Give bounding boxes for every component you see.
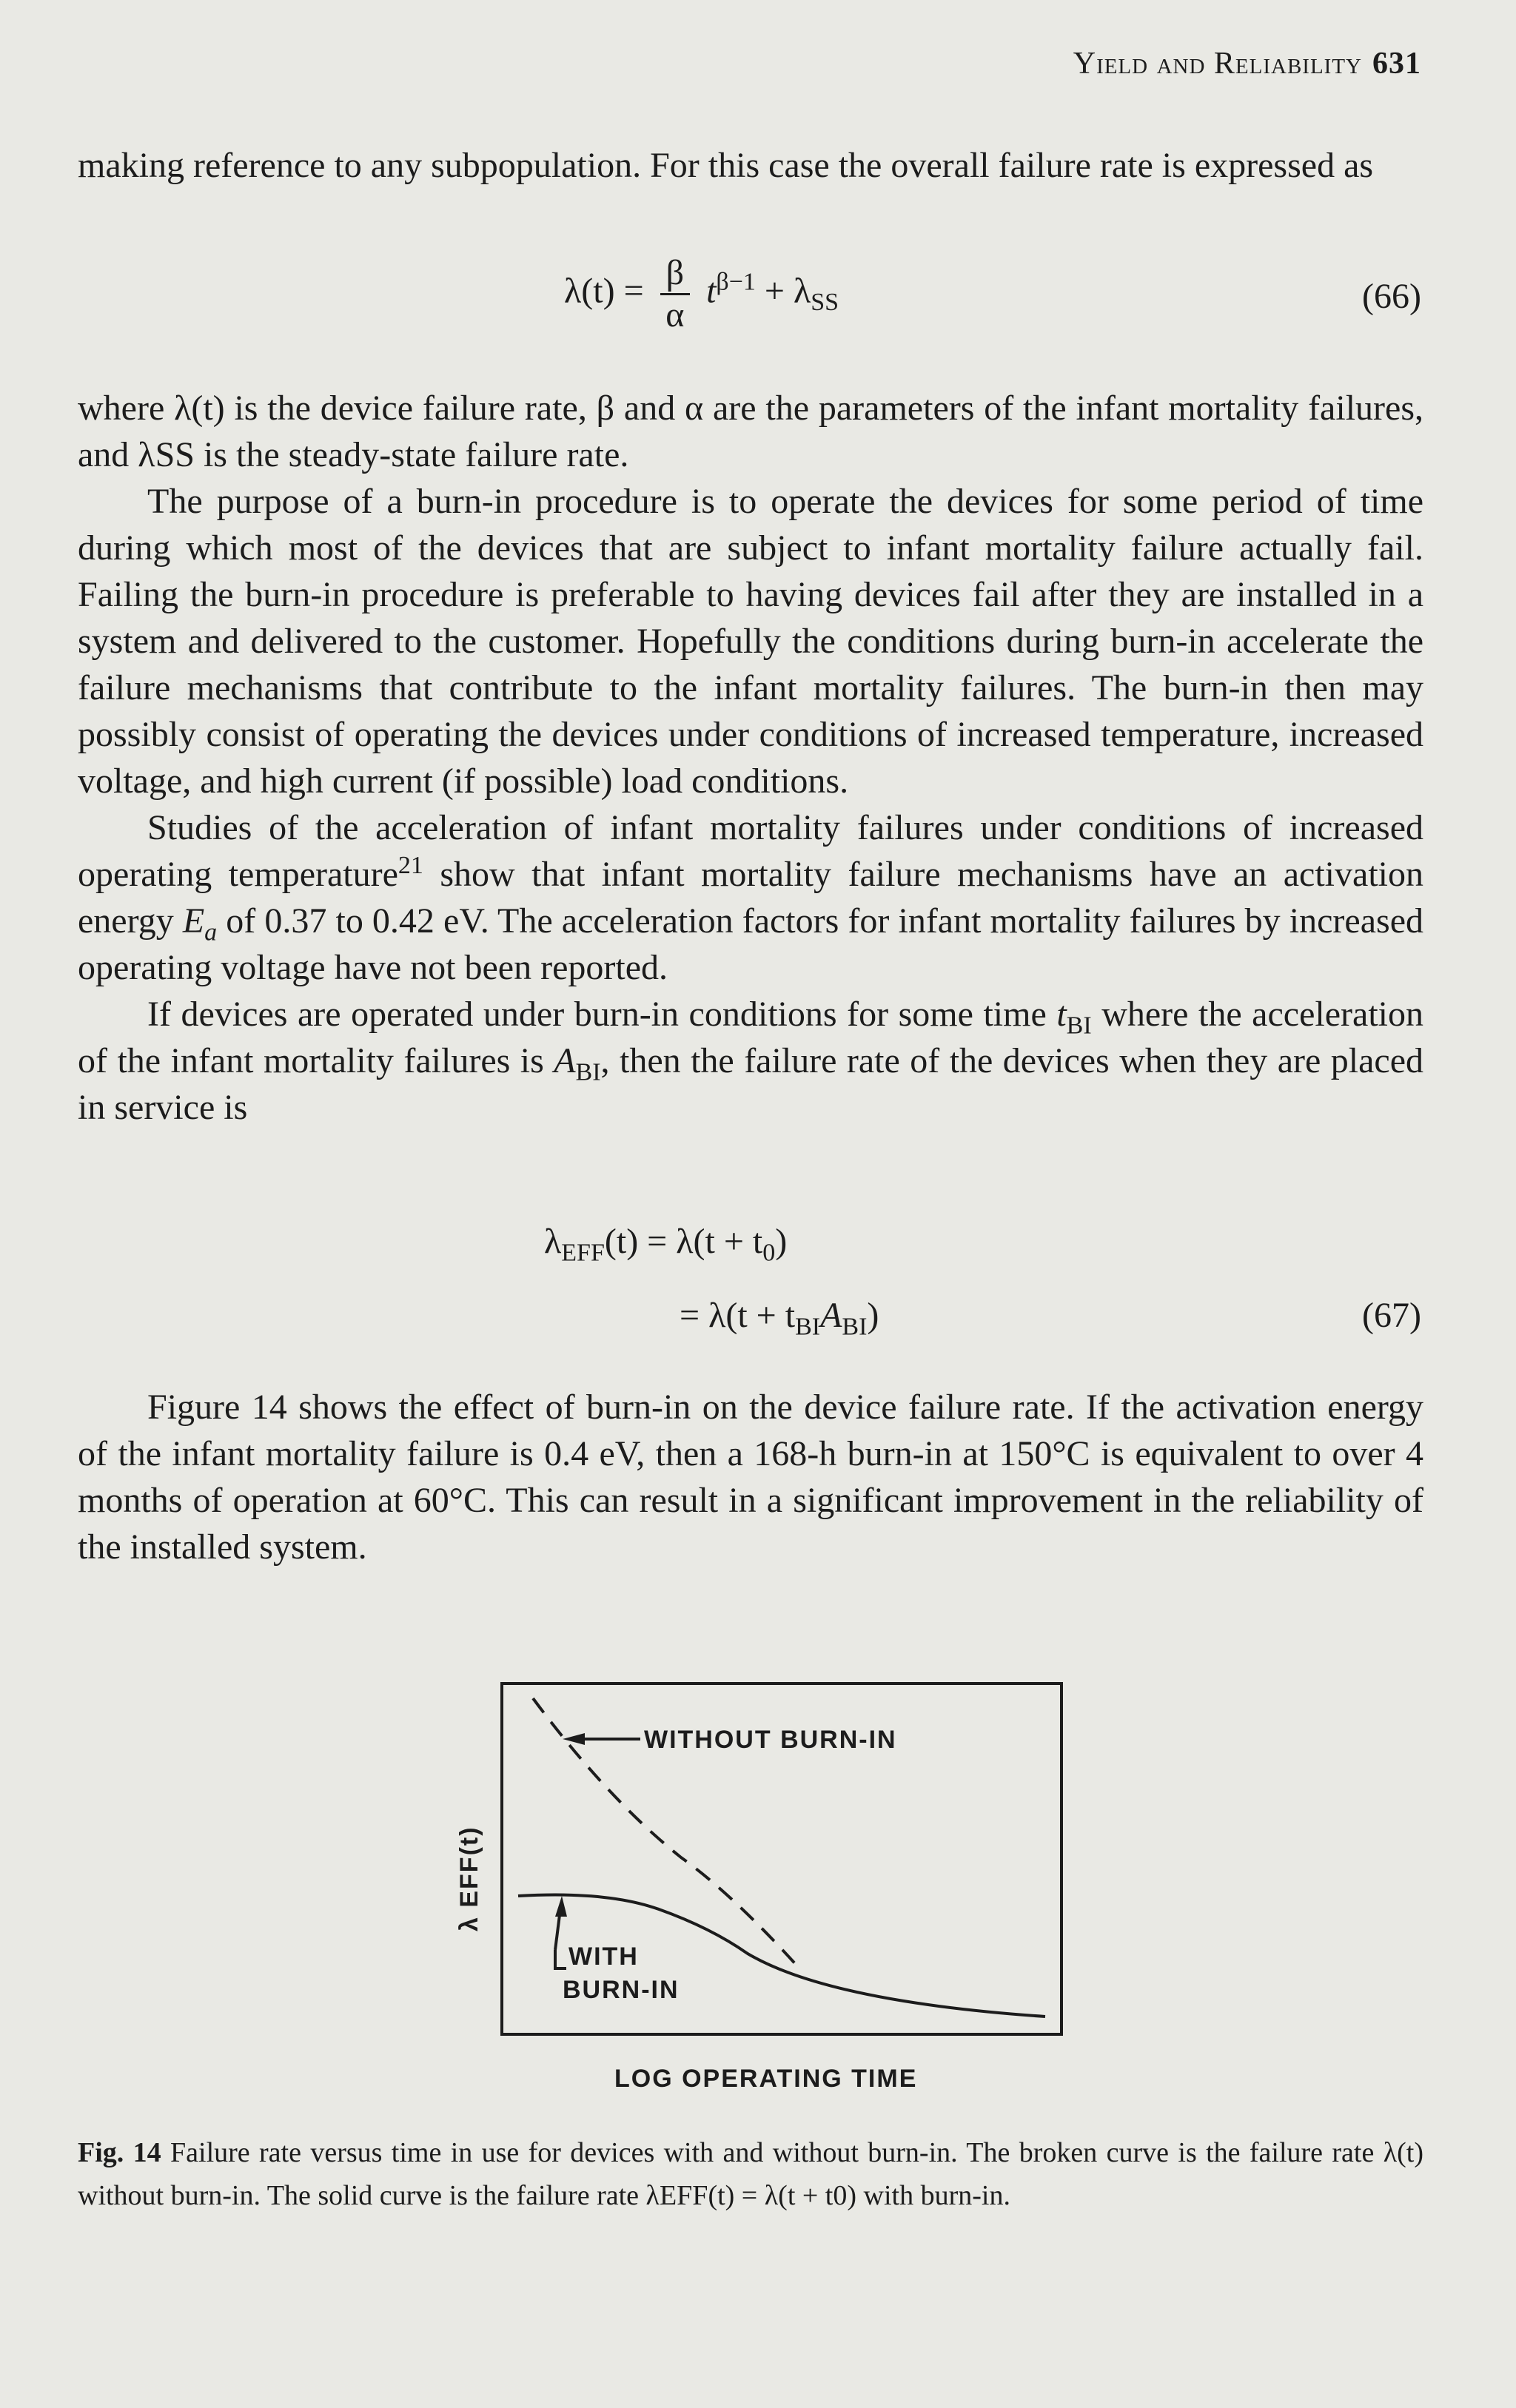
eq66-lhs: λ(t) = (564, 271, 644, 311)
running-head (1073, 46, 1421, 81)
paragraph-2: where λ(t) is the device failure rate, β and α are the parameters of the infant mortality failures, and λSS is the steady-state failure rate. (78, 389, 1423, 474)
paragraph-5: If devices are operated under burn-in conditions for some time $t_{BI}$ where the acceleration of the infant mortality failures is $A_{BI}$, then the failure rate of the devices when they are placed in service is (78, 995, 1423, 1127)
section-title: Yield and Reliability (1073, 47, 1362, 81)
eq66-denominator: α (665, 295, 685, 334)
eq66-t: t (706, 271, 717, 311)
equation-67-number: (67) (1362, 1296, 1421, 1335)
paragraph-3: The purpose of a burn-in procedure is to operate the devices for some period of time during which most of the devices that are subject to infant mortality failure actually fail. Failing the burn-in procedure is preferable to having devices fail after they are installed in a system and delivered to the customer. Hopefully the conditions during burn-in accelerate the failure mechanisms that contribute to the infant mortality failures. The burn-in then may possibly consist of operating the devices under conditions of increased temperature, increased voltage, and high current (if possible) load conditions. (78, 482, 1423, 801)
caption-label: Fig. 14 (78, 2137, 161, 2168)
eq66-numerator: β (660, 253, 690, 295)
arrow-with-head (555, 1896, 567, 1917)
label-burn-in: BURN-IN (563, 1976, 680, 2004)
arrow-without-head (563, 1733, 585, 1745)
caption-text: Failure rate versus time in use for devices with and without burn-in. The broken curve is the failure rate λ(t) without burn-in. The solid curve is the failure rate λEFF(t) = λ(t + t0) with burn-in. (78, 2137, 1424, 2211)
paragraph-6 (78, 1384, 1423, 1570)
paragraph-6-text: Figure 14 shows the effect of burn-in on the device failure rate. If the activation energy of the infant mortality failure is 0.4 eV, then a 168-h burn-in at 150°C is equivalent to over 4 months of operation at 60°C. This can result in a significant improvement in the reliability of the installed system. (78, 1388, 1423, 1567)
page-number: 631 (1372, 47, 1421, 81)
arrow-with-line (555, 1950, 566, 1968)
figure-14-plot (415, 1665, 1081, 2109)
equation-67-line-2: = $\lambda(t + t_{BI}A_{BI})$ (680, 1296, 879, 1341)
y-axis-label: λ EFF(t) (455, 1826, 483, 1931)
label-without-burn-in: WITHOUT BURN-IN (644, 1726, 897, 1754)
x-axis-label: LOG OPERATING TIME (614, 2065, 918, 2093)
body-text (78, 385, 1423, 1131)
paragraph-1-text: making reference to any subpopulation. For this case the overall failure rate is expressed as (78, 146, 1374, 185)
eq66-subscript: SS (811, 289, 839, 317)
equation-67-line-1: $\lambda_{EFF}(t) = \lambda(t + t_0)$ (544, 1222, 788, 1267)
equation-66-number: (66) (1362, 277, 1421, 316)
eq66-fraction (660, 253, 690, 335)
eq66-plus: + λ (764, 271, 811, 311)
figure-14 (415, 1665, 1081, 2109)
figure-caption (78, 2131, 1423, 2217)
eq66-exponent: β−1 (716, 268, 756, 296)
label-with: WITH (568, 1943, 639, 1971)
paragraph-1 (78, 142, 1423, 189)
paragraph-4: Studies of the acceleration of infant mortality failures under conditions of increased operating temperature$^{21}$ show that infant mortality failure mechanisms have an activation energy $E_a$ of 0.37 to 0.42 eV. The acceleration factors for infant mortality failures by increased operating voltage have not been reported. (78, 808, 1423, 987)
equation-66 (564, 253, 839, 335)
